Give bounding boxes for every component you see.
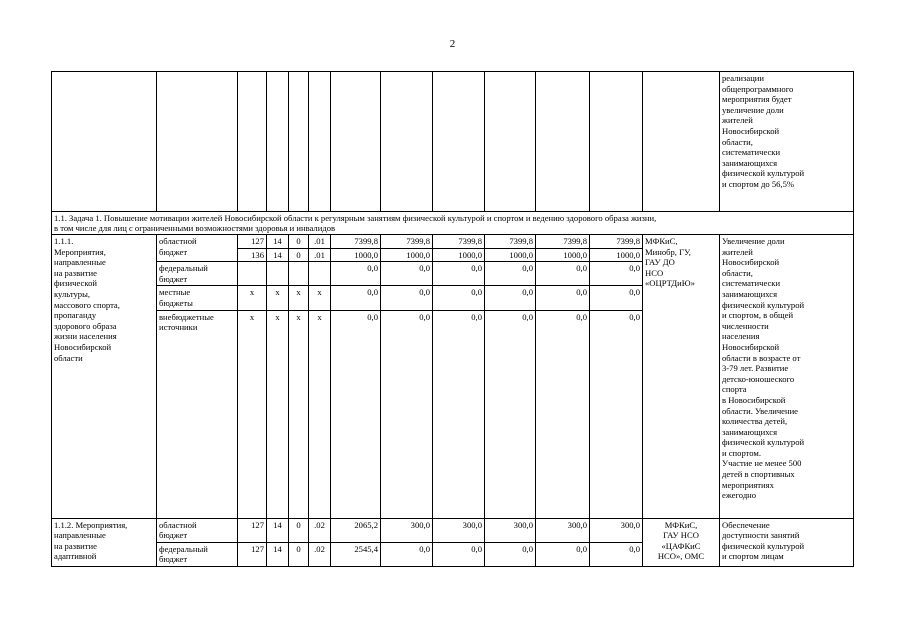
table-row: федеральный бюджет 0,0 0,0 0,0 0,0 0,0 0,0 (52, 262, 854, 286)
funding-source: областной бюджет (157, 235, 238, 262)
table-row (52, 72, 854, 212)
result-cell: реализации общепрограммного мероприятия будет увеличение доли жителей Новосибирской области, систематически занимающихся физической культурой и спортом до 56,5% (720, 72, 854, 212)
table-row: федеральный бюджет 127 14 0 .02 2545,4 0,0 0,0 0,0 0,0 0,0 (52, 542, 854, 566)
funding-source: федеральный бюджет (157, 542, 238, 566)
table-row: внебюджетные источники х х х х 0,0 0,0 0,0 0,0 0,0 0,0 (52, 310, 854, 518)
executor-cell: МФКиС, Минобр, ГУ, ГАУ ДО НСО «ОЦРТДиЮ» (643, 235, 720, 519)
result-cell: Увеличение доли жителей Новосибирской области, систематически занимающихся физической культурой и спортом, в общей численности населения Новосибирской области в возрасте от 3-79 лет. Развитие детско-юношеского спорта в Новосибирской области. Увеличение количества детей, занимающихся физической культурой и спортом. Участие не менее 500 детей в спортивных мероприятиях ежегодно (720, 235, 854, 519)
measure-name: 1.1.2. Мероприятия, направленные на развитие адаптивной (52, 518, 157, 566)
table-row: местные бюджеты х х х х 0,0 0,0 0,0 0,0 0,0 0,0 (52, 286, 854, 310)
table-row: 1.1.1. Мероприятия, направленные на развитие физической культуры, массового спорта, пропаганду здорового образа жизни населения Новосибирской области областной бюджет 127 14 0 .01 7399,8 7399,8 7399,8 7399,8 7399,8 7399,8 МФКиС, Минобр, ГУ, ГАУ ДО НСО «ОЦРТДиЮ» Увеличение доли жителей Новосибирской области, систематически занимающихся физической культурой и спортом, в общей численности населения Новосибирской области в возрасте от 3-79 лет. Развитие детско-юношеского спорта в Новосибирской области. Увеличение количества детей, занимающихся физической культурой и спортом. Участие не менее 500 детей в спортивных мероприятиях ежегодно (52, 235, 854, 249)
funding-source: областной бюджет (157, 518, 238, 542)
task-row (52, 212, 854, 235)
result-cell: Обеспечение доступности занятий физической культурой и спортом лицам (720, 518, 854, 566)
table-row: 136 14 0 .01 1000,0 1000,0 1000,0 1000,0 1000,0 1000,0 (52, 248, 854, 262)
funding-source: местные бюджеты (157, 286, 238, 310)
task-title: 1.1. Задача 1. Повышение мотивации жителей Новосибирской области к регулярным занятиям физической культурой и спортом и ведению здорового образа жизни, в том числе для лиц с ограниченными возможностями здоровья и инвалидов (52, 212, 854, 235)
funding-source: федеральный бюджет (157, 262, 238, 286)
program-table (51, 71, 854, 567)
measure-name: 1.1.1. Мероприятия, направленные на развитие физической культуры, массового спорта, пропаганду здорового образа жизни населения Новосибирской области (52, 235, 157, 519)
executor-cell: МФКиС, ГАУ НСО «ЦАФКиС НСО», ОМС (643, 518, 720, 566)
funding-source: внебюджетные источники (157, 310, 238, 518)
table-row: 1.1.2. Мероприятия, направленные на развитие адаптивной областной бюджет 127 14 0 .02 2065,2 300,0 300,0 300,0 300,0 300,0 МФКиС, ГАУ НСО «ЦАФКиС НСО», ОМС Обеспечение доступности занятий физической культурой и спортом лицам (52, 518, 854, 542)
page-number: 2 (449, 38, 456, 50)
